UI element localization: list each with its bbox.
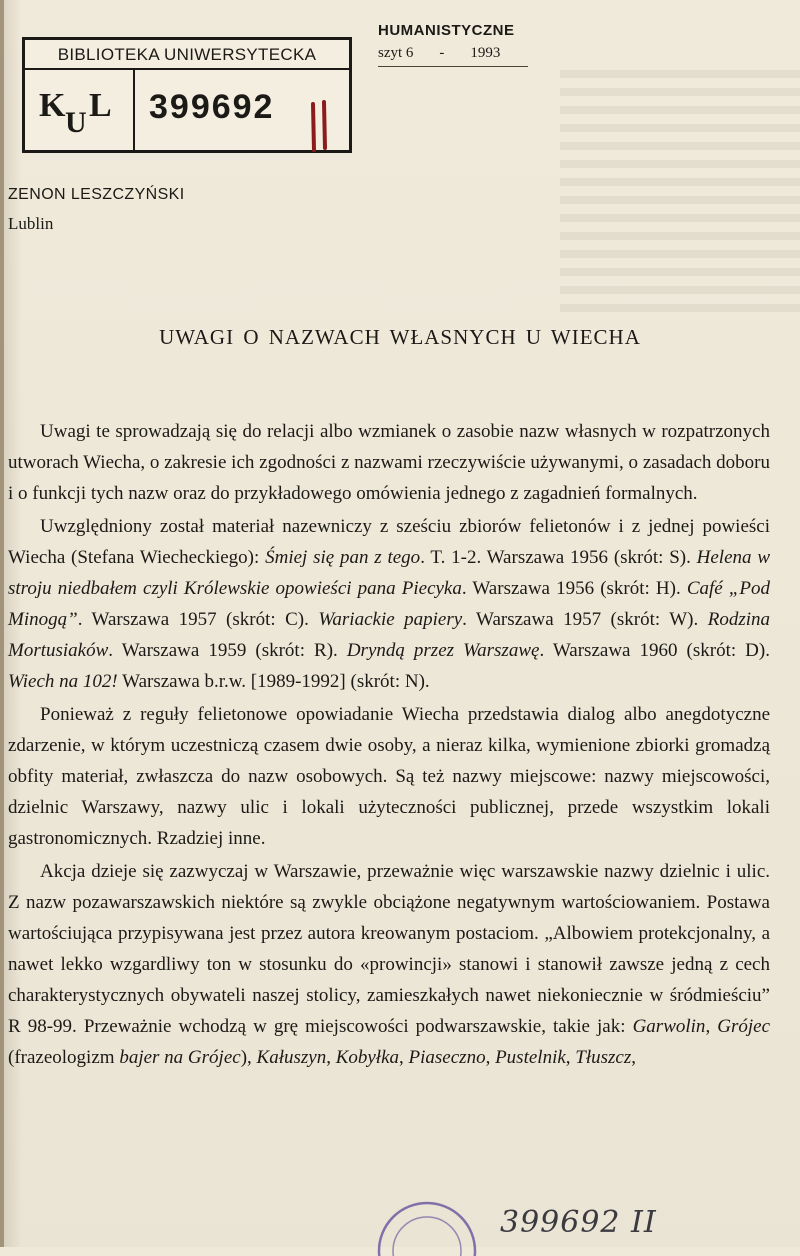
author-place: Lublin [8, 214, 54, 233]
stamp-title: BIBLIOTEKA UNIWERSYTECKA [25, 40, 349, 70]
paragraph-4-text: (frazeologizm [8, 1047, 120, 1068]
paragraph-4-text: ), [240, 1047, 257, 1068]
paragraph-2-text: . Warszawa 1960 (skrót: D). [539, 640, 770, 661]
kul-logo-icon [25, 70, 135, 150]
paragraph-2-text: Warszawa b.r.w. [1989-1992] (skrót: N). [117, 671, 430, 692]
article-title: UWAGI O NAZWACH WŁASNYCH U WIECHA [159, 325, 641, 349]
library-stamp [22, 37, 352, 153]
journal-title: HUMANISTYCZNE [378, 22, 515, 39]
paragraph-2 [8, 511, 770, 697]
paragraph-4-text: , [485, 1047, 496, 1068]
place-name: Piaseczno [408, 1047, 486, 1068]
place-name: Pustelnik [495, 1047, 566, 1068]
place-name: Garwolin [632, 1016, 706, 1037]
svg-text:U: U [65, 106, 87, 139]
issue-line [378, 45, 500, 62]
paragraph-2-text: . Warszawa 1956 (skrót: H). [461, 578, 687, 599]
paragraph-4 [8, 856, 770, 1073]
paragraph-4-text: , [631, 1047, 636, 1068]
paragraph-4-text: , [705, 1016, 718, 1037]
issue-separator: - [439, 45, 445, 61]
round-library-stamp-icon [372, 1196, 482, 1256]
bleed-through-texture [560, 60, 800, 320]
book-title: Wariackie papiery [318, 609, 463, 630]
handwritten-shelf-number: 399692 II [500, 1205, 657, 1240]
page-binding-edge [0, 0, 4, 1247]
paragraph-4-text: Akcja dzieje się zazwyczaj w Warszawie, przeważnie więc warszawskie nazwy dzielnic i ulic. Z nazw pozawarszawskich niektóre są zwykle obciążone negatywnym wartościowaniem. Postawa wartościująca przypisywana jest przez autora kreowanym postaciom. „Albowiem protekcjonalny, a nawet lekko wzgardliwy ton w stosunku do «prowincji» stanowi i stanowił zawsze jedną z cech charakterystycznych obywateli naszej stolicy, zamieszkałych nawet niekoniecznie w śródmieściu” R 98-99. Przeważnie wchodzą w grę miejscowości podwarszawskie, takie jak: [8, 861, 770, 1037]
book-title: Dryndą przez Warszawę [346, 640, 540, 661]
book-title: Café „Pod Minogą” [8, 578, 770, 630]
svg-text:L: L [89, 87, 112, 124]
paragraph-2-text: . Warszawa 1957 (skrót: W). [462, 609, 708, 630]
paragraph-2-text: . Warszawa 1959 (skrót: R). [108, 640, 347, 661]
issue-year: 1993 [470, 45, 501, 61]
stamp-number: 399692 [149, 88, 275, 126]
paragraph-3: Ponieważ z reguły felietonowe opowiadanie Wiecha przedstawia dialog albo anegdotyczne zdarzenie, w którym uczestniczą czasem dwie osoby, a nieraz kilka, wymienione zbiorki gromadzą obfity materiał, zwłaszcza do nazw osobowych. Są też nazwy miejscowe: nazwy miejscowości, dzielnic Warszawy, nazwy ulic i lokali użyteczności publicznej, przede wszystkim lokali gastronomicznych. Rzadziej inne. [8, 704, 770, 849]
book-title: Helena w stroju niedbałem czyli Królewskie opowieści pana Piecyka [8, 547, 770, 599]
phraseologism: bajer na Grójec [119, 1047, 241, 1068]
paragraph-4-text: , [326, 1047, 336, 1068]
author-name: ZENON LESZCZYŃSKI [8, 186, 185, 203]
article-body [8, 416, 770, 1073]
header-rule [378, 66, 528, 67]
place-name: Grójec [717, 1016, 771, 1037]
book-title: Rodzina Mortusiaków [8, 609, 770, 661]
place-name: Kobyłka [335, 1047, 400, 1068]
paragraph-2-text: Uwzględniony został materiał nazewniczy z sześciu zbiorów felietonów i z jednej powieści Wiecha (Stefana Wiecheckiego): [8, 516, 770, 568]
place-name: Kałuszyn [256, 1047, 327, 1068]
book-title: Śmiej się pan z tego [265, 547, 421, 568]
paragraph-1: Uwagi te sprowadzają się do relacji albo wzmianek o zasobie nazw własnych w rozpatrzonych utworach Wiecha, o zakresie ich zgodności z nazwami rzeczywiście używanymi, o zasadach doboru i o funkcji tych nazw oraz do przykładowego omówienia jednego z zagadnień formalnych. [8, 421, 770, 504]
paragraph-2-text: . Warszawa 1957 (skrót: C). [77, 609, 319, 630]
paragraph-4-text: , [565, 1047, 576, 1068]
svg-text:K: K [39, 87, 66, 124]
red-ink-mark-icon [308, 100, 332, 154]
book-title: Wiech na 102! [8, 671, 118, 692]
issue-label: szyt 6 [378, 45, 414, 61]
paragraph-4-text: , [399, 1047, 409, 1068]
place-name: Tłuszcz [575, 1047, 632, 1068]
paragraph-2-text: . T. 1-2. Warszawa 1956 (skrót: S). [420, 547, 697, 568]
